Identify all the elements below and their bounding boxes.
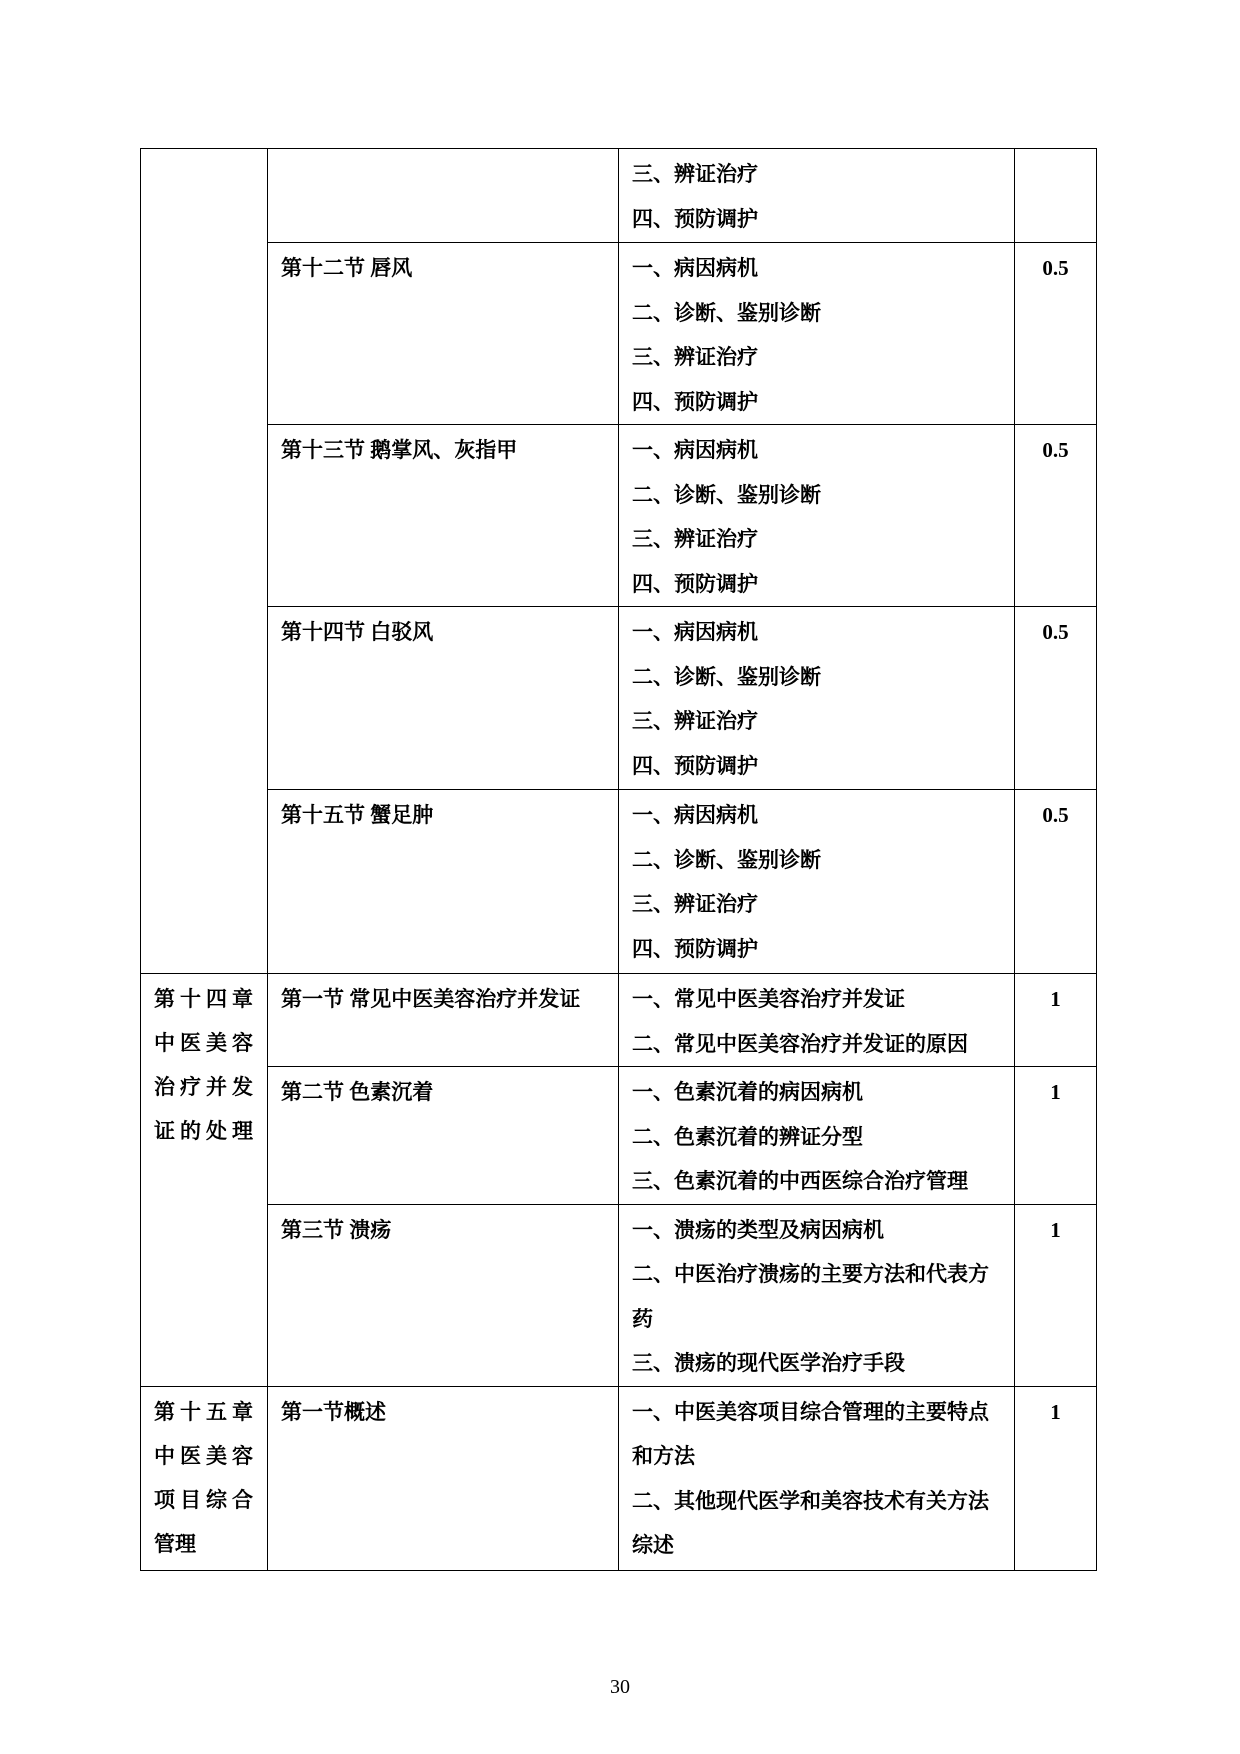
hours-cell [1015, 1386, 1097, 1570]
hours-value: 1 [1050, 1080, 1061, 1104]
chapter-title-line: 项目综合 [154, 1487, 253, 1512]
section-title: 第二节 色素沉着 [281, 1080, 434, 1104]
content-item: 一、中医美容项目综合管理的主要特点和方法 [632, 1399, 989, 1468]
content-item: 四、预防调护 [632, 936, 758, 961]
chapter-title-line: 证的处理 [154, 1119, 253, 1143]
section-title [268, 149, 618, 152]
hours-cell [1015, 1067, 1097, 1205]
hours-cell [1015, 425, 1097, 607]
hours-cell [1015, 974, 1097, 1067]
section-cell [268, 1386, 619, 1570]
hours-value: 1 [1050, 1399, 1061, 1424]
content-item: 四、预防调护 [632, 571, 758, 596]
table-row [141, 790, 1097, 974]
hours-value [1015, 149, 1096, 152]
hours-value: 1 [1050, 987, 1061, 1011]
content-item: 三、辨证治疗 [632, 162, 758, 186]
section-title: 第一节概述 [281, 1399, 386, 1424]
content-item: 二、中医治疗溃疡的主要方法和代表方药 [632, 1262, 989, 1331]
chapter-title-line: 中医美容 [154, 1443, 253, 1468]
section-cell [268, 974, 619, 1067]
section-cell [268, 607, 619, 790]
section-title: 第三节 溃疡 [281, 1217, 392, 1242]
table-row [141, 607, 1097, 790]
section-cell [268, 425, 619, 607]
content-item: 一、病因病机 [632, 256, 758, 280]
content-item: 三、色素沉着的中西医综合治疗管理 [632, 1169, 968, 1193]
section-cell [268, 1067, 619, 1205]
content-cell [619, 790, 1015, 974]
table-row [141, 1386, 1097, 1570]
content-item: 三、辨证治疗 [632, 527, 758, 551]
content-item: 四、预防调护 [632, 753, 758, 778]
content-item: 二、诊断、鉴别诊断 [632, 482, 821, 507]
content-cell [619, 1386, 1015, 1570]
content-item: 二、常见中医美容治疗并发证的原因 [632, 1031, 968, 1056]
hours-cell [1015, 243, 1097, 425]
content-cell [619, 149, 1015, 243]
content-item: 二、色素沉着的辨证分型 [632, 1124, 863, 1149]
section-cell [268, 790, 619, 974]
hours-cell [1015, 607, 1097, 790]
table-row [141, 425, 1097, 607]
page-number: 30 [610, 1676, 630, 1698]
content-item: 二、诊断、鉴别诊断 [632, 664, 821, 689]
content-item: 二、其他现代医学和美容技术有关方法综述 [632, 1488, 989, 1557]
section-title: 第十五节 蟹足肿 [281, 803, 434, 827]
content-item: 三、溃疡的现代医学治疗手段 [632, 1351, 905, 1375]
content-item: 二、诊断、鉴别诊断 [632, 300, 821, 325]
content-cell [619, 1204, 1015, 1386]
chapter-cell [141, 1386, 268, 1570]
content-item: 二、诊断、鉴别诊断 [632, 847, 821, 872]
chapter-title-line: 中医美容 [154, 1031, 253, 1055]
content-cell [619, 425, 1015, 607]
table-row [141, 1204, 1097, 1386]
content-item: 一、病因病机 [632, 438, 758, 462]
content-item: 三、辨证治疗 [632, 892, 758, 916]
hours-value: 1 [1050, 1217, 1061, 1242]
content-item: 一、色素沉着的病因病机 [632, 1080, 863, 1104]
section-cell [268, 149, 619, 243]
table-row [141, 243, 1097, 425]
content-cell [619, 243, 1015, 425]
content-cell [619, 1067, 1015, 1205]
hours-value: 0.5 [1042, 438, 1069, 462]
section-cell [268, 1204, 619, 1386]
chapter-cell [141, 149, 268, 974]
table-row [141, 974, 1097, 1067]
table-row [141, 1067, 1097, 1205]
section-cell [268, 243, 619, 425]
section-title: 第十三节 鹅掌风、灰指甲 [281, 438, 518, 462]
content-item: 一、常见中医美容治疗并发证 [632, 987, 905, 1011]
chapter-title-line: 第十四章 [154, 987, 253, 1011]
content-item: 一、溃疡的类型及病因病机 [632, 1217, 884, 1242]
hours-cell [1015, 1204, 1097, 1386]
chapter-cell [141, 974, 268, 1387]
content-item: 一、病因病机 [632, 620, 758, 644]
hours-cell [1015, 149, 1097, 243]
syllabus-table [140, 148, 1097, 1571]
content-cell [619, 607, 1015, 790]
chapter-title-line: 治疗并发 [154, 1075, 253, 1099]
section-title: 第一节 常见中医美容治疗并发证 [281, 987, 581, 1011]
hours-value: 0.5 [1042, 803, 1069, 827]
table-row [141, 149, 1097, 243]
section-title: 第十四节 白驳风 [281, 620, 434, 644]
content-item: 四、预防调护 [632, 206, 758, 231]
section-title: 第十二节 唇风 [281, 256, 413, 280]
hours-value: 0.5 [1042, 620, 1069, 644]
content-item: 一、病因病机 [632, 803, 758, 827]
hours-value: 0.5 [1042, 256, 1069, 280]
content-cell [619, 974, 1015, 1067]
chapter-title-line: 第十五章 [154, 1399, 253, 1424]
content-item: 三、辨证治疗 [632, 345, 758, 369]
hours-cell [1015, 790, 1097, 974]
chapter-title-line: 管理 [154, 1531, 196, 1556]
content-item: 四、预防调护 [632, 389, 758, 414]
content-item: 三、辨证治疗 [632, 709, 758, 733]
